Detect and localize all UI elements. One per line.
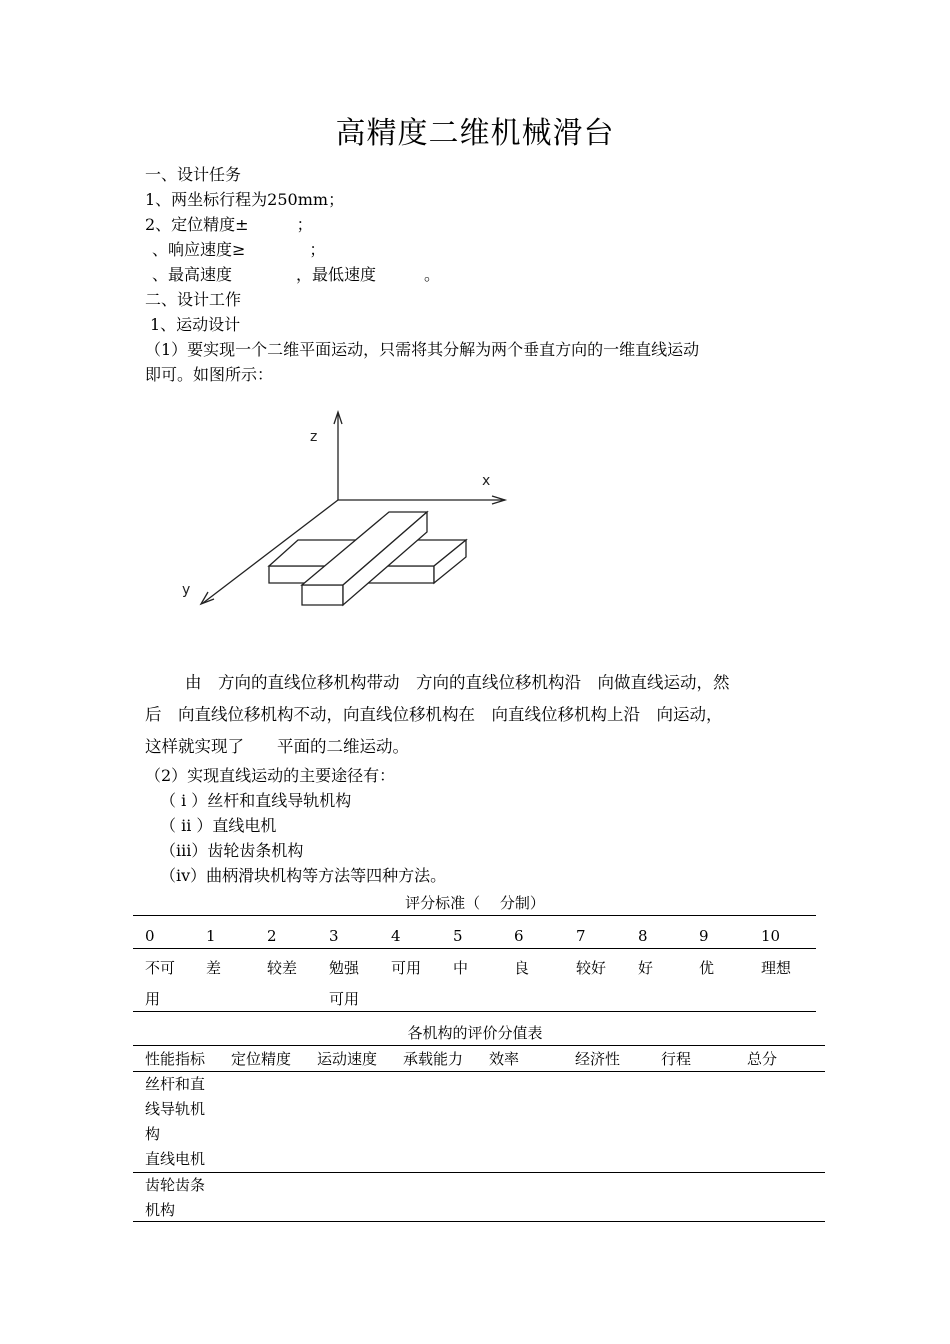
rating-label: 较差 [267,959,298,977]
eval-table-top-rule [133,1045,825,1046]
rating-label: 可用 [391,959,422,977]
method-3: （iii）齿轮齿条机构 [160,841,304,860]
paragraph-3-heading: （2）实现直线运动的主要途径有： [145,766,396,785]
task-item-3: 、响应速度≥ ； [152,240,326,259]
score-value: 9 [699,927,709,945]
task-item-1: 1、两坐标行程为250mm； [145,190,345,209]
task-item-4: 、最高速度 ，最低速度 。 [152,265,441,284]
paragraph-1-line-2: 即可。如图所示： [145,365,274,384]
score-value: 6 [514,927,524,945]
score-table-bottom-rule [133,1011,816,1012]
subsection-1-heading: 1、运动设计 [150,315,241,334]
rating-label: 用 [145,990,161,1008]
eval-row-label: 线导轨机 [145,1100,206,1118]
score-value: 4 [391,927,401,945]
paragraph-2-line-3: 这样就实现了 平面的二维运动。 [145,737,409,756]
eval-header-cell: 承载能力 [403,1050,464,1068]
eval-table-row-rule [133,1172,825,1173]
score-table-caption: 评分标准（ 分制） [405,894,545,912]
paragraph-2-line-1: 由 方向的直线位移机构带动 方向的直线位移机构沿 向做直线运动，然 [185,673,730,692]
rating-label: 不可 [145,959,176,977]
two-axis-motion-figure [160,400,530,620]
rating-label: 较好 [576,959,607,977]
rating-label: 优 [699,959,715,977]
eval-row-label: 齿轮齿条 [145,1176,206,1194]
z-axis-label: z [310,429,318,445]
score-value: 7 [576,927,586,945]
eval-table-header-rule [133,1071,825,1072]
eval-header-cell: 运动速度 [317,1050,378,1068]
method-1: （ i ）丝杆和直线导轨机构 [160,791,352,810]
score-value: 1 [206,927,216,945]
rating-label: 理想 [761,959,792,977]
score-table-top-rule [133,915,816,916]
eval-header-cell: 经济性 [575,1050,621,1068]
eval-header-cell: 总分 [747,1050,778,1068]
score-value: 8 [638,927,648,945]
score-value: 3 [329,927,339,945]
rating-label: 差 [206,959,222,977]
y-axis-label: y [182,582,191,598]
score-value: 5 [453,927,463,945]
eval-header-cell: 效率 [489,1050,520,1068]
score-value: 0 [145,927,155,945]
paragraph-1-line-1: （1）要实现一个二维平面运动，只需将其分解为两个垂直方向的一维直线运动 [145,340,700,359]
eval-row-label: 丝杆和直 [145,1075,206,1093]
eval-row-label: 机构 [145,1201,176,1219]
section-1-heading: 一、设计任务 [145,165,242,184]
eval-table-caption: 各机构的评价分值表 [407,1024,543,1042]
eval-table-bottom-rule [133,1221,825,1222]
eval-row-label: 构 [145,1125,161,1143]
paragraph-2-line-2: 后 向直线位移机构不动，向直线位移机构在 向直线位移机构上沿 向运动， [145,705,723,724]
score-table-mid-rule [133,948,816,949]
eval-header-cell: 行程 [661,1050,692,1068]
rating-label: 好 [638,959,654,977]
rating-label: 可用 [329,990,360,1008]
task-item-2: 2、定位精度± ； [145,215,313,234]
x-axis-label: x [482,473,491,489]
method-4: （iv）曲柄滑块机构等方法等四种方法。 [160,866,447,885]
eval-header-cell: 性能指标 [145,1050,206,1068]
eval-header-cell: 定位精度 [231,1050,292,1068]
section-2-heading: 二、设计工作 [145,290,242,309]
rating-label: 良 [514,959,530,977]
eval-row-label: 直线电机 [145,1150,206,1168]
score-value: 10 [761,927,781,945]
rating-label: 勉强 [329,959,360,977]
document-title: 高精度二维机械滑台 [335,116,615,151]
score-value: 2 [267,927,277,945]
method-2: （ ii ）直线电机 [160,816,277,835]
rating-label: 中 [453,959,469,977]
